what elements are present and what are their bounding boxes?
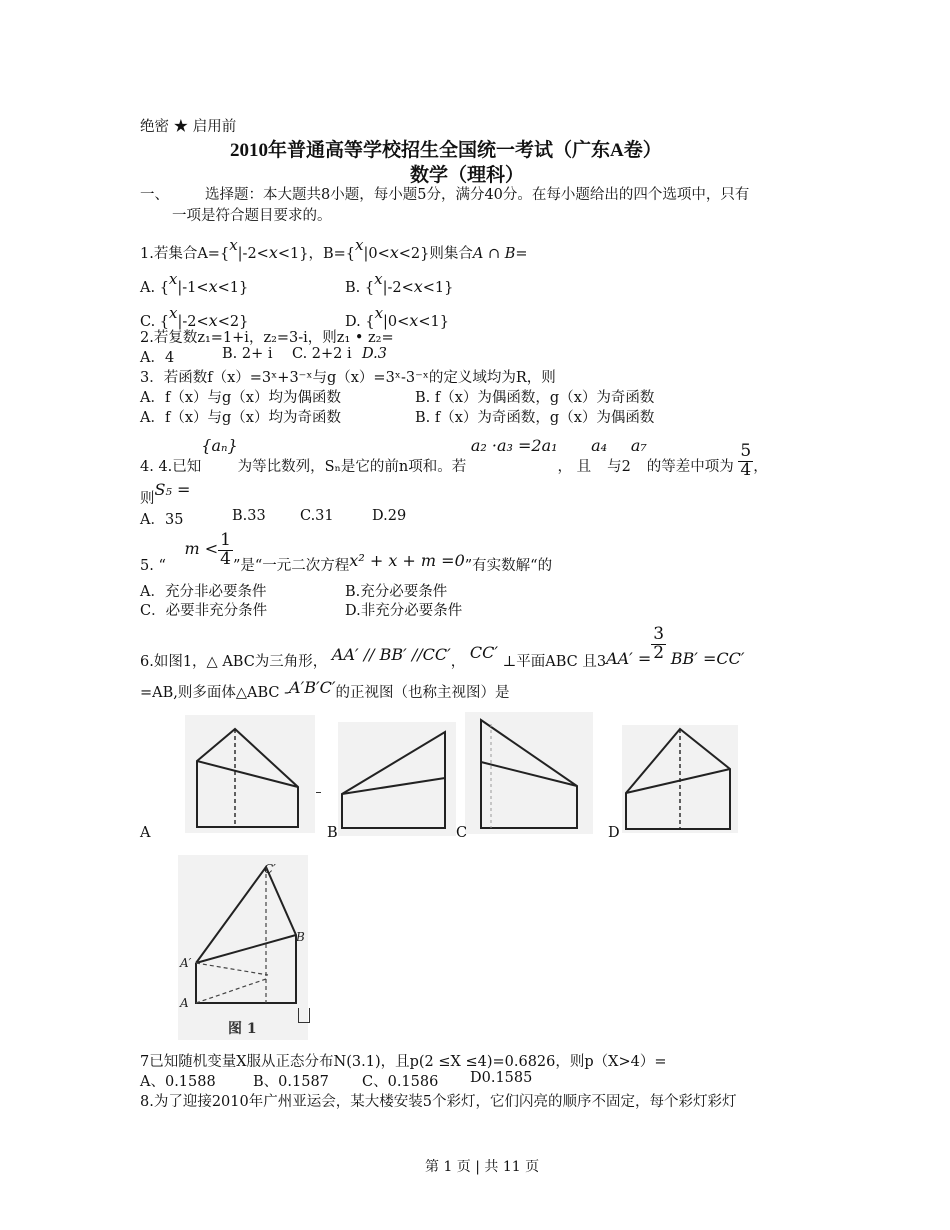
- q4-text: 则: [140, 491, 155, 507]
- option-c-figure: [465, 712, 593, 834]
- q3-option-d: B. f（x）为奇函数，g（x）为偶函数: [415, 410, 655, 426]
- q1-var: x: [409, 311, 419, 330]
- exam-title: 2010年普通高等学校招生全国统一考试（广东A卷）: [230, 140, 662, 161]
- q4-text: ，: [753, 459, 768, 475]
- q2-option-c: C. 2+2 i: [292, 346, 352, 362]
- q5-text: 5. “: [140, 558, 166, 574]
- question-5: [140, 530, 552, 575]
- figure-label-a: A: [180, 996, 189, 1010]
- q1-option-c: C. {$^x$|-2<x<2}: [140, 304, 249, 330]
- q1-option-text: <1}: [418, 314, 449, 330]
- option-d-figure: [622, 725, 738, 833]
- q4-a4: a₄: [591, 436, 608, 455]
- q6-cc: CC′: [469, 643, 498, 662]
- q4-option-d: D.29: [372, 508, 407, 524]
- option-c-label: C: [456, 825, 468, 841]
- question-2: 2.若复数z₁=1+i，z₂=3-i，则z₁ • z₂=: [140, 330, 394, 346]
- q4-text: 为等比数列，Sₙ是它的前n项和。若: [237, 459, 467, 475]
- q1-option-text: -2<: [182, 314, 209, 330]
- q1-option-text: D. {: [345, 314, 375, 330]
- divider-dash: [316, 792, 321, 793]
- q1-option-b: B. {$^x$|-2<x<1}: [345, 270, 454, 296]
- q1-option-text: <1}: [422, 280, 454, 296]
- q1-var: x: [208, 311, 218, 330]
- section-instructions: 选择题：本大题共8小题，每小题5分，满分40分。在每小题给出的四个选项中，只有: [205, 187, 750, 203]
- q1-var: x: [374, 270, 383, 288]
- q4-cond: a₂ ·a₃ =2a₁: [470, 436, 558, 455]
- q5-m: m <: [184, 539, 219, 558]
- q6-bb: BB′ =CC′: [670, 649, 745, 668]
- q1-option-text: <1}: [217, 280, 249, 296]
- q6-aa: AA′ =: [606, 649, 652, 668]
- q7-option-d: D0.1585: [470, 1070, 533, 1086]
- q1-var: x: [355, 236, 364, 254]
- option-b-label: B: [327, 825, 338, 841]
- q4-fraction: $\frac{5}{4}$: [740, 441, 752, 480]
- question-1: 1.若集合A={$^x$|-2<x<1}，B={$^x$|0<x<2}则集合A ∩ B=: [140, 236, 528, 262]
- q4-option-a: A．35: [140, 512, 184, 528]
- q1-text: <2}则集合: [398, 246, 473, 262]
- section-number: 一、: [140, 187, 169, 203]
- q1-option-text: B. {: [345, 280, 375, 296]
- q6-line-2: [140, 678, 510, 702]
- question-3: 3．若函数f（x）=3ˣ+3⁻ˣ与g（x）=3ˣ-3⁻ˣ的定义域均为R，则: [140, 370, 556, 386]
- q4-text: 的等差中项为: [646, 459, 734, 475]
- q6-text: 的正视图（也称主视图）是: [335, 685, 510, 701]
- q1-option-text: -1<: [182, 280, 209, 296]
- q7-option-c: C、0.1586: [362, 1074, 439, 1090]
- q2-option-a: A．4: [140, 350, 175, 366]
- q2-option-b: B. 2+ i: [222, 346, 273, 362]
- q1-text: -2<: [242, 246, 269, 262]
- option-d-label: D: [608, 825, 620, 841]
- q7-option-a: A、0.1588: [140, 1074, 216, 1090]
- q5-option-c: C．必要非充分条件: [140, 603, 268, 619]
- q6-text: ⊥平面ABC 且3: [502, 654, 607, 670]
- question-6: [140, 622, 745, 671]
- option-a-label: A: [140, 825, 151, 841]
- q1-text: A ∩ B=: [472, 246, 528, 262]
- question-4: [140, 428, 768, 480]
- q1-text: 1.若集合A={: [140, 246, 230, 262]
- q3-option-a: A．f（x）与g（x）均为偶函数: [140, 390, 341, 406]
- q6-parallel: AA′ // BB′ //CC′: [331, 645, 451, 664]
- q6-text: =AB,则多面体△ABC -: [140, 685, 290, 701]
- q5-text: ”有实数解“的: [464, 558, 553, 574]
- figure-caption: 图 1: [228, 1021, 257, 1037]
- q1-var: x: [389, 243, 399, 262]
- q7-option-b: B、0.1587: [253, 1074, 329, 1090]
- q5-option-a: A．充分非必要条件: [140, 584, 267, 600]
- q3-option-b: B. f（x）为偶函数，g（x）为奇函数: [415, 390, 655, 406]
- question-8: 8.为了迎接2010年广州亚运会，某大楼安装5个彩灯，它们闪亮的顺序不固定，每个彩灯彩灯: [140, 1094, 737, 1110]
- q1-var: x: [374, 304, 384, 322]
- q6-abc: A′B′C′: [289, 678, 336, 697]
- q5-fraction: $\frac{1}{4}$: [220, 530, 231, 569]
- q1-option-d: D. {$^x$|0<x<1}: [345, 304, 449, 330]
- q6-fraction: $\frac{3}{2}$: [653, 624, 665, 663]
- q4-line-2: [140, 480, 190, 508]
- q6-text: ，: [450, 654, 466, 670]
- q4-text: ， 且: [557, 459, 592, 475]
- q1-var: x: [168, 270, 178, 288]
- q1-option-a: A. {$^x$|-1<x<1}: [140, 270, 249, 296]
- stray-mark: [298, 1008, 310, 1023]
- q1-text: 0<: [368, 246, 390, 262]
- exam-subtitle: 数学（理科）: [410, 165, 525, 186]
- figure-1: [178, 855, 308, 1040]
- q5-option-b: B.充分必要条件: [345, 584, 448, 600]
- q4-a7: a₇: [630, 436, 647, 455]
- q1-option-text: 0<: [387, 314, 410, 330]
- q1-var: x: [268, 243, 278, 262]
- q6-text: 6.如图1，△ ABC为三角形，: [140, 654, 328, 670]
- figure-label-c-prime: C′: [264, 862, 276, 876]
- figure-label-a-prime: A′: [180, 956, 192, 970]
- confidential-label: 绝密 ★ 启用前: [140, 119, 237, 135]
- figure-label-b: B: [296, 930, 305, 944]
- page-footer: 第 1 页 | 共 11 页: [425, 1159, 540, 1175]
- q3-option-c: A．f（x）与g（x）均为奇函数: [140, 410, 341, 426]
- q1-var: x: [413, 277, 423, 296]
- section-instructions-2: 一项是符合题目要求的。: [172, 208, 332, 224]
- q1-option-text: <2}: [217, 314, 249, 330]
- q1-option-text: -2<: [387, 280, 414, 296]
- q4-s5: S₅ =: [154, 480, 191, 499]
- q1-option-text: A. {: [140, 280, 169, 296]
- q5-option-d: D.非充分必要条件: [345, 603, 463, 619]
- q1-text: <1}，B={: [277, 246, 355, 262]
- q4-option-b: B.33: [232, 508, 266, 524]
- option-b-figure: [338, 722, 456, 836]
- option-a-figure: [185, 715, 315, 833]
- q4-text: 4. 4.已知: [140, 459, 202, 475]
- q4-text: 与2: [607, 459, 631, 475]
- q1-option-text: C. {: [140, 314, 170, 330]
- q4-option-c: C.31: [300, 508, 334, 524]
- q5-equation: x² + x + m =0: [349, 551, 465, 570]
- q1-var: x: [169, 304, 178, 322]
- q1-var: x: [208, 277, 218, 296]
- question-7: 7已知随机变量X服从正态分布N(3.1)，且p(2 ≤X ≤4)=0.6826，则p（X>4）=: [140, 1054, 667, 1070]
- q2-option-d: D.3: [362, 346, 387, 362]
- q5-text: ”是“一元二次方程: [232, 558, 350, 574]
- q1-var: x: [229, 236, 238, 254]
- q4-seq: {aₙ}: [201, 436, 238, 455]
